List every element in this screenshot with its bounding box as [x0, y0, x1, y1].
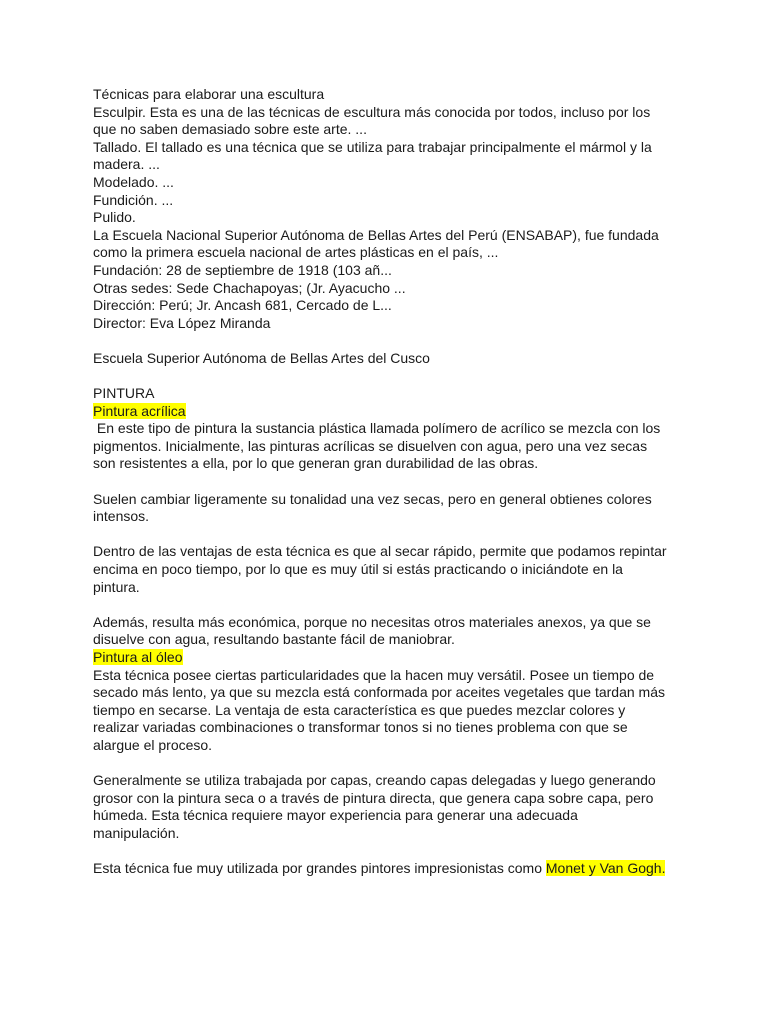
- paragraph-line: Suelen cambiar ligeramente su tonalidad una vez secas, pero en general obtienes colores: [93, 490, 652, 507]
- blank-line: [93, 332, 693, 350]
- paragraph-line: Además, resulta más económica, porque no necesitas otros materiales anexos, ya que se: [93, 613, 651, 630]
- paragraph-line: Dentro de las ventajas de esta técnica es que al secar rápido, permite que podamos repintar: [93, 543, 667, 560]
- final-paragraph-line: [93, 860, 693, 878]
- highlighted-names: Monet y Van Gogh.: [545, 860, 666, 877]
- paragraph-line: húmeda. Esta técnica requiere mayor experiencia para generar una adecuada: [93, 807, 578, 824]
- paragraph-line: pigmentos. Inicialmente, las pinturas acrílicas se disuelven con agua, pero una vez secas: [93, 437, 648, 454]
- paragraph-line: Director: Eva López Miranda: [93, 314, 271, 331]
- final-text: Esta técnica fue muy utilizada por grandes pintores impresionistas como: [93, 860, 546, 877]
- paragraph-line: Fundación: 28 de septiembre de 1918 (103 añ...: [93, 261, 392, 278]
- paragraph-line: manipulación.: [93, 824, 180, 841]
- paragraph-line: Dirección: Perú; Jr. Ancash 681, Cercado de L...: [93, 297, 392, 314]
- paragraph-line: secado más lento, ya que su mezcla está conformada por aceites vegetales que tardan más: [93, 684, 665, 701]
- highlighted-heading-line: [93, 649, 693, 667]
- paragraph-line: realizar variadas combinaciones o transformar tonos si no tienes problema con que se: [93, 719, 628, 736]
- paragraph-line: Tallado. El tallado es una técnica que se utiliza para trabajar principalmente el mármol y la: [93, 138, 652, 155]
- paragraph-line: como la primera escuela nacional de artes plásticas en el país, ...: [93, 244, 499, 261]
- paragraph-line: grosor con la pintura seca o a través de pintura directa, que genera capa sobre capa, pero: [93, 789, 654, 806]
- paragraph-line: pintura.: [93, 578, 140, 595]
- paragraph-line: Escuela Superior Autónoma de Bellas Artes del Cusco: [93, 349, 430, 366]
- highlighted-heading: Pintura al óleo: [93, 649, 183, 665]
- paragraph-line: intensos.: [93, 508, 150, 525]
- paragraph-line: Esculpir. Esta es una de las técnicas de escultura más conocida por todos, incluso por los: [93, 103, 651, 120]
- paragraph-line: Pulido.: [93, 209, 136, 226]
- doc-title: Técnicas para elaborar una escultura: [93, 86, 325, 102]
- blank-line: [93, 368, 693, 386]
- paragraph-line: encima en poco tiempo, por lo que es muy útil si estás practicando o iniciándote en la: [93, 561, 623, 578]
- blank-line: [93, 596, 693, 614]
- paragraph-line: Otras sedes: Sede Chachapoyas; (Jr. Ayacucho ...: [93, 279, 406, 296]
- section-heading: PINTURA: [93, 385, 155, 402]
- highlighted-heading: Pintura acrílica: [93, 402, 186, 419]
- blank-line: [93, 755, 693, 773]
- paragraph-line: que no saben demasiado sobre este arte. ...: [93, 121, 367, 138]
- blank-line: [93, 843, 693, 861]
- paragraph-line: Fundición. ...: [93, 191, 174, 208]
- paragraph-line: Modelado. ...: [93, 173, 174, 190]
- highlighted-heading-line: [93, 403, 693, 421]
- paragraph-line: madera. ...: [93, 156, 160, 173]
- blank-line: [93, 526, 693, 544]
- paragraph-line: En este tipo de pintura la sustancia plástica llamada polímero de acrílico se mezcla con los: [93, 420, 661, 437]
- paragraph-line: tiempo en secarse. La ventaja de esta característica es que puedes mezclar colores y: [93, 701, 626, 718]
- paragraph-line: alargue el proceso.: [93, 736, 213, 753]
- paragraph-line: Generalmente se utiliza trabajada por capas, creando capas delegadas y luego generando: [93, 772, 656, 789]
- paragraph-line: La Escuela Nacional Superior Autónoma de Bellas Artes del Perú (ENSABAP), fue fundada: [93, 226, 659, 243]
- blank-line: [93, 473, 693, 491]
- paragraph-line: disuelve con agua, resultando bastante fácil de maniobrar.: [93, 631, 455, 648]
- document-page: [93, 86, 693, 878]
- paragraph-line: Esta técnica posee ciertas particularidades que la hacen muy versátil. Posee un tiempo de: [93, 666, 655, 683]
- paragraph-line: son resistentes a ella, por lo que generan gran durabilidad de las obras.: [93, 455, 539, 472]
